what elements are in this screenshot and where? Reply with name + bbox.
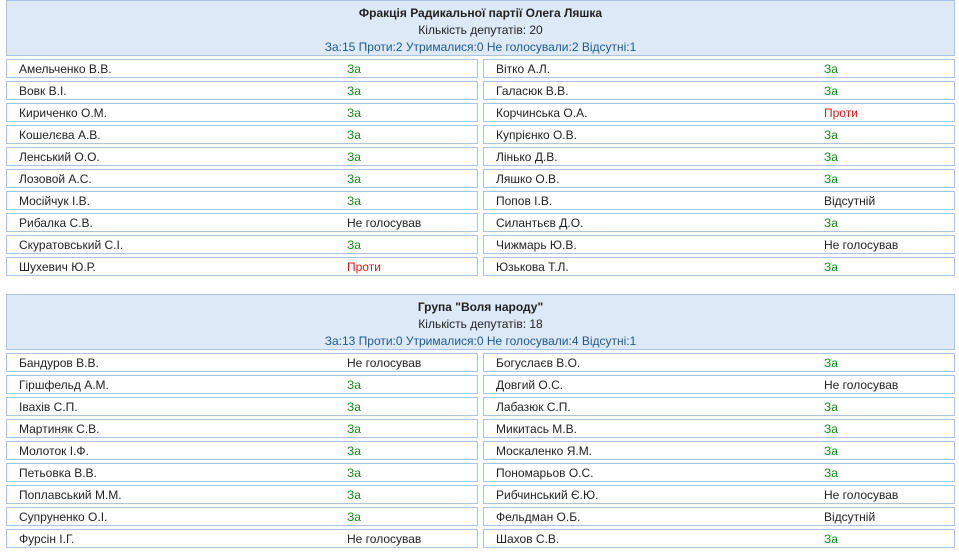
deputy-row	[6, 463, 478, 482]
deputy-vote: За	[824, 216, 838, 230]
deputy-name: Рибалка С.В.	[19, 216, 93, 230]
deputy-name: Лабазюк С.П.	[496, 400, 571, 414]
deputy-vote: Не голосував	[347, 532, 422, 546]
deputy-name: Вітко А.Л.	[496, 62, 551, 76]
deputy-vote: За	[347, 400, 361, 414]
deputy-row	[6, 507, 478, 526]
faction-title: Група "Воля народу"	[417, 300, 544, 314]
deputy-vote: За	[824, 128, 838, 142]
deputy-vote: За	[824, 260, 838, 274]
deputy-vote: За	[824, 466, 838, 480]
deputy-vote: Не голосував	[824, 238, 899, 252]
deputy-name: Шухевич Ю.Р.	[19, 260, 96, 274]
deputy-vote: За	[347, 510, 361, 524]
deputy-vote: За	[824, 172, 838, 186]
deputy-name: Фурсін І.Г.	[19, 532, 75, 546]
deputy-name: Богуслаєв В.О.	[496, 356, 581, 370]
deputy-row	[483, 59, 955, 78]
deputy-name: Лозовой А.С.	[19, 172, 92, 186]
deputy-name: Москаленко Я.М.	[496, 444, 593, 458]
deputy-name: Кошелєва А.В.	[19, 128, 101, 142]
deputy-row	[483, 463, 955, 482]
deputy-vote: За	[347, 62, 361, 76]
deputy-vote: За	[824, 422, 838, 436]
deputy-vote: За	[347, 172, 361, 186]
deputy-name: Вовк В.І.	[19, 84, 67, 98]
faction-volya-narodu	[6, 294, 955, 551]
deputy-vote: За	[824, 356, 838, 370]
deputy-name: Молоток І.Ф.	[19, 444, 89, 458]
deputy-row	[483, 169, 955, 188]
deputy-name: Пономарьов О.С.	[496, 466, 594, 480]
deputy-row	[6, 375, 478, 394]
faction-radical-party	[6, 0, 955, 279]
deputies-grid	[6, 59, 955, 279]
deputy-name: Микитась М.В.	[496, 422, 577, 436]
deputy-name: Купрієнко О.В.	[496, 128, 577, 142]
deputy-row	[483, 397, 955, 416]
deputy-row	[6, 169, 478, 188]
deputy-vote: Не голосував	[347, 356, 422, 370]
deputy-row	[6, 59, 478, 78]
deputy-row	[483, 191, 955, 210]
deputy-vote: Відсутній	[824, 510, 876, 524]
deputy-row	[6, 441, 478, 460]
deputy-name: Довгий О.С.	[496, 378, 564, 392]
deputy-name: Силантьєв Д.О.	[496, 216, 584, 230]
deputy-row	[483, 485, 955, 504]
deputy-row	[483, 147, 955, 166]
deputy-row	[6, 103, 478, 122]
deputy-name: Корчинська О.А.	[496, 106, 588, 120]
deputy-row	[483, 507, 955, 526]
deputy-row	[483, 441, 955, 460]
deputy-vote: Відсутній	[824, 194, 876, 208]
deputy-name: Скуратовський С.І.	[19, 238, 124, 252]
deputy-vote: За	[347, 422, 361, 436]
deputy-name: Рибчинський Є.Ю.	[496, 488, 599, 502]
deputy-name: Гіршфельд А.М.	[19, 378, 109, 392]
deputy-name: Галасюк В.В.	[496, 84, 569, 98]
deputy-name: Бандуров В.В.	[19, 356, 99, 370]
deputy-vote: За	[347, 466, 361, 480]
deputies-grid	[6, 353, 955, 551]
deputy-row	[483, 375, 955, 394]
deputy-name: Амельченко В.В.	[19, 62, 112, 76]
faction-member-count: Кількість депутатів: 20	[418, 23, 543, 37]
deputy-row	[6, 125, 478, 144]
deputy-vote: За	[824, 444, 838, 458]
deputy-vote: За	[347, 106, 361, 120]
deputy-name: Кириченко О.М.	[19, 106, 108, 120]
deputy-vote: За	[347, 194, 361, 208]
deputy-vote: За	[347, 238, 361, 252]
deputy-vote: За	[347, 444, 361, 458]
faction-title: Фракція Радикальної партії Олега Ляшка	[358, 6, 603, 20]
deputy-row	[483, 235, 955, 254]
faction-member-count: Кількість депутатів: 18	[418, 317, 543, 331]
deputy-name: Мартиняк С.В.	[19, 422, 100, 436]
deputy-row	[483, 213, 955, 232]
deputy-row	[6, 147, 478, 166]
deputy-vote: За	[824, 62, 838, 76]
deputy-row	[483, 257, 955, 276]
deputy-vote: За	[347, 378, 361, 392]
deputy-vote: За	[824, 84, 838, 98]
deputy-row	[6, 485, 478, 504]
deputy-row	[6, 81, 478, 100]
deputy-row	[6, 235, 478, 254]
deputy-name: Івахів С.П.	[19, 400, 78, 414]
faction-vote-summary: За:13 Проти:0 Утрималися:0 Не голосували:4 Відсутні:1	[324, 334, 637, 348]
deputy-vote: За	[347, 488, 361, 502]
deputy-vote: Проти	[347, 260, 381, 274]
deputy-vote: За	[347, 150, 361, 164]
deputy-vote: Проти	[824, 106, 858, 120]
deputy-vote: За	[824, 400, 838, 414]
deputy-row	[6, 191, 478, 210]
deputy-row	[6, 529, 478, 548]
faction-vote-summary: За:15 Проти:2 Утрималися:0 Не голосували:2 Відсутні:1	[324, 40, 637, 54]
deputy-row	[483, 125, 955, 144]
deputy-vote: За	[347, 128, 361, 142]
deputy-row	[483, 103, 955, 122]
deputy-name: Ляшко О.В.	[496, 172, 560, 186]
deputy-row	[483, 419, 955, 438]
deputy-name: Поплавський М.М.	[19, 488, 122, 502]
deputy-vote: Не голосував	[824, 378, 899, 392]
deputy-name: Ленський О.О.	[19, 150, 100, 164]
faction-header	[6, 0, 955, 56]
deputy-vote: Не голосував	[347, 216, 422, 230]
deputy-name: Шахов С.В.	[496, 532, 560, 546]
deputy-row	[483, 353, 955, 372]
deputy-row	[6, 353, 478, 372]
deputy-vote: Не голосував	[824, 488, 899, 502]
deputy-row	[483, 529, 955, 548]
deputy-vote: За	[347, 84, 361, 98]
deputy-name: Лінько Д.В.	[496, 150, 558, 164]
deputy-vote: За	[824, 150, 838, 164]
deputy-name: Юзькова Т.Л.	[496, 260, 569, 274]
deputy-name: Петьовка В.В.	[19, 466, 97, 480]
deputy-row	[6, 397, 478, 416]
deputy-name: Фельдман О.Б.	[496, 510, 581, 524]
faction-header	[6, 294, 955, 350]
deputy-row	[483, 81, 955, 100]
deputy-name: Мосійчук І.В.	[19, 194, 91, 208]
deputy-vote: За	[824, 532, 838, 546]
deputy-name: Попов І.В.	[496, 194, 553, 208]
deputy-name: Чижмарь Ю.В.	[496, 238, 577, 252]
deputy-row	[6, 257, 478, 276]
deputy-name: Супруненко О.І.	[19, 510, 108, 524]
deputy-row	[6, 419, 478, 438]
deputy-row	[6, 213, 478, 232]
